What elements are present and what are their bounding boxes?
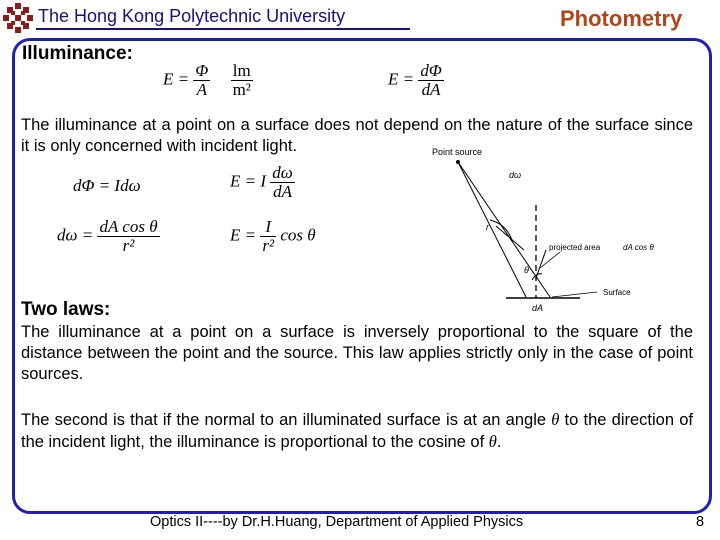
eq1-unit-numerator: lm (231, 62, 253, 81)
figure-domega-label: dω (509, 170, 522, 180)
surface-leader (552, 292, 597, 297)
eq5-denominator: r² (122, 236, 135, 255)
figure-da-label: dA (532, 303, 544, 313)
eq2-lhs: E = (388, 69, 415, 89)
equation-illuminance-definition (163, 62, 253, 99)
eq1-denominator: A (196, 80, 208, 99)
eq1-unit-fraction (231, 62, 253, 99)
equation-solid-angle (57, 218, 160, 255)
eq1-unit-denominator: m² (232, 80, 251, 99)
page-number: 8 (696, 514, 705, 530)
eq4-lhs: E = I (230, 171, 267, 191)
eq6-lhs: E = (230, 225, 257, 245)
eq5-numerator: dA cos θ (99, 217, 158, 236)
eq4-numerator: dω (272, 163, 293, 182)
eq2-denominator: dA (421, 80, 441, 99)
illuminance-heading: Illuminance: (22, 43, 133, 64)
equation-flux-intensity: dΦ = Idω (73, 176, 141, 195)
point-source-diagram (420, 140, 670, 315)
eq1-fraction (193, 62, 210, 99)
eq6-numerator: I (260, 218, 276, 237)
paragraph-cosine-law (21, 409, 693, 453)
eq4-denominator: dA (273, 182, 292, 201)
equation-illuminance-differential (388, 62, 444, 99)
cosine-law-theta-1: θ (551, 410, 560, 429)
figure-projected-area-label: projected area (549, 243, 601, 252)
slide-title: Photometry (560, 6, 683, 31)
ray-left (458, 162, 526, 297)
figure-projected-formula: dA cos θ (623, 243, 654, 252)
figure-surface-label: Surface (603, 288, 631, 297)
cosine-law-period: . (496, 433, 502, 451)
projected-area-leader (540, 252, 560, 268)
eq6-denominator: r² (262, 236, 275, 255)
cosine-law-text-1: The second is that if the normal to an illuminated surface is at an angle (21, 411, 552, 429)
paragraph-inverse-square-law: The illuminance at a point on a surface is inversely proportional to the square of the distance between the point and the source. This law applies strictly only in the case of point sources. (21, 323, 693, 383)
two-laws-heading: Two laws: (21, 299, 111, 320)
theta-arc (532, 274, 542, 280)
eq5-fraction (97, 218, 159, 255)
eq1-numerator: Φ (195, 61, 209, 80)
eq4-fraction (270, 164, 295, 201)
eq1-lhs: E = (163, 69, 190, 89)
figure-theta-label: θ (524, 265, 529, 275)
eq5-lhs: dω = (57, 225, 94, 245)
eq6-rhs: cos θ (280, 225, 316, 245)
university-name: The Hong Kong Polytechnic University (38, 6, 346, 26)
footer-credit: Optics II----by Dr.H.Huang, Department of Applied Physics (150, 514, 524, 530)
figure-r-label: r (486, 222, 489, 232)
eq6-fraction (260, 218, 276, 255)
equation-illuminance-intensity (230, 164, 295, 201)
cosine-law-text-2: to the direction of the incident light, the illuminance is proportional to the cosine of (21, 411, 693, 451)
figure-point-source-label: Point source (432, 147, 483, 157)
polyu-logo-icon (2, 2, 34, 34)
paragraph-illuminance: The illuminance at a point on a surface does not depend on the nature of the surface since it is only concerned with incident light. (21, 116, 693, 155)
equation-cosine-law (230, 218, 316, 255)
eq2-numerator: dΦ (420, 61, 442, 80)
university-underline (36, 28, 410, 30)
eq2-fraction (418, 62, 443, 99)
cosine-law-theta-2: θ (488, 432, 497, 451)
